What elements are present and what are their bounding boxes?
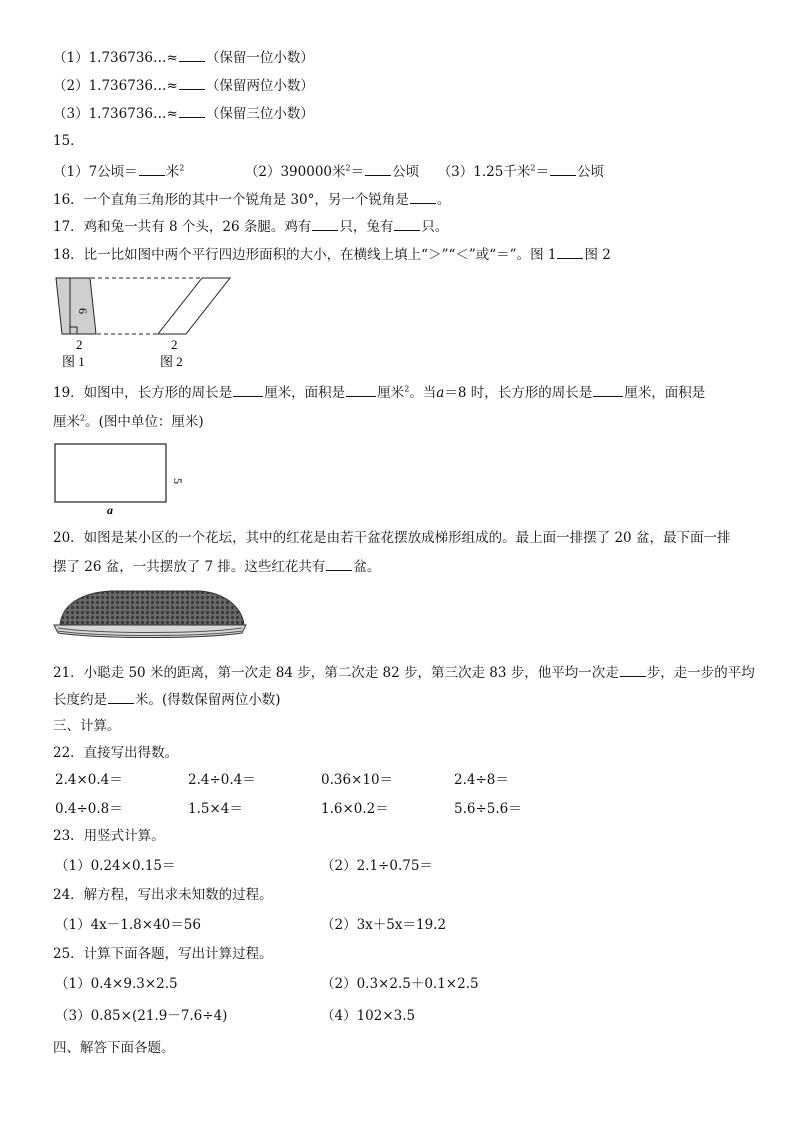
q21-line2: 长度约是 米。(得数保留两位小数) bbox=[53, 692, 281, 708]
answer-blank[interactable] bbox=[233, 383, 263, 397]
q14-part2: （2）1.736736…≈ （保留两位小数） bbox=[53, 78, 314, 94]
answer-blank[interactable] bbox=[139, 162, 165, 176]
answer-blank[interactable] bbox=[312, 217, 338, 231]
q17: 17．鸡和兔一共有 8 个头，26 条腿。鸡有 只，兔有 只。 bbox=[53, 219, 449, 235]
rectangle-figure bbox=[50, 440, 190, 516]
base-label-1: 2 bbox=[76, 337, 83, 352]
answer-blank[interactable] bbox=[557, 245, 583, 259]
flower-bed-image bbox=[50, 585, 250, 645]
q23-part2: （2）2.1÷0.75＝ bbox=[321, 858, 433, 874]
fig1-label: 图 1 bbox=[62, 354, 85, 369]
answer-blank[interactable] bbox=[593, 383, 623, 397]
section-4-heading: 四、解答下面各题。 bbox=[53, 1040, 175, 1056]
q14-part3: （3）1.736736…≈ （保留三位小数） bbox=[53, 106, 314, 122]
q24-part1: （1）4x－1.8×40＝56 bbox=[55, 917, 201, 933]
q23-part1: （1）0.24×0.15＝ bbox=[55, 858, 176, 874]
answer-blank[interactable] bbox=[179, 104, 205, 118]
q19-line1: 19．如图中，长方形的周长是 厘米，面积是 厘米$^2$。当a＝8 时，长方形的周长是 厘米，面积是 bbox=[53, 384, 706, 401]
q22-item: 2.4÷8＝ bbox=[454, 772, 509, 788]
answer-blank[interactable] bbox=[394, 217, 420, 231]
q22-item: 1.5×4＝ bbox=[188, 801, 243, 817]
q24-part2: （2）3x＋5x＝19.2 bbox=[321, 917, 447, 933]
answer-blank[interactable] bbox=[326, 557, 352, 571]
answer-blank[interactable] bbox=[346, 383, 376, 397]
q18: 18．比一比如图中两个平行四边形面积的大小，在横线上填上“＞”“＜”或“＝”。图 1 图 2 bbox=[53, 247, 611, 263]
q25-part4: （4）102×3.5 bbox=[321, 1008, 416, 1024]
parallelogram-figure bbox=[50, 272, 240, 370]
length-label: a bbox=[107, 503, 113, 516]
answer-blank[interactable] bbox=[179, 48, 205, 62]
answer-blank[interactable] bbox=[365, 162, 391, 176]
q16: 16．一个直角三角形的其中一个锐角是 30°，另一个锐角是 。 bbox=[53, 192, 451, 208]
q22-item: 0.4÷0.8＝ bbox=[55, 801, 123, 817]
q23-title: 23．用竖式计算。 bbox=[53, 828, 165, 844]
answer-blank[interactable] bbox=[550, 162, 576, 176]
q19-line2: 厘米$^2$。(图中单位：厘米) bbox=[53, 413, 204, 430]
fig2-label: 图 2 bbox=[160, 354, 183, 369]
base-label-2: 2 bbox=[171, 337, 178, 352]
answer-blank[interactable] bbox=[179, 76, 205, 90]
q22-item: 1.6×0.2＝ bbox=[321, 801, 389, 817]
parallelogram-1 bbox=[56, 278, 96, 334]
q22-item: 0.36×10＝ bbox=[321, 772, 394, 788]
rectangle bbox=[55, 444, 166, 502]
q24-title: 24．解方程，写出求未知数的过程。 bbox=[53, 887, 273, 903]
q21-line1: 21．小聪走 50 米的距离，第一次走 84 步，第二次走 82 步，第三次走 83 步，他平均一次走 步，走一步的平均 bbox=[53, 665, 755, 681]
height-label: 6 bbox=[76, 308, 90, 314]
q22-item: 2.4×0.4＝ bbox=[55, 772, 123, 788]
answer-blank[interactable] bbox=[108, 690, 134, 704]
q22-item: 2.4÷0.4＝ bbox=[188, 772, 256, 788]
section-3-heading: 三、计算。 bbox=[53, 718, 121, 734]
q14-part1: （1）1.736736…≈ （保留一位小数） bbox=[53, 50, 314, 66]
q22-item: 5.6÷5.6＝ bbox=[454, 801, 522, 817]
flower-mound bbox=[60, 591, 244, 625]
q22-title: 22．直接写出得数。 bbox=[53, 745, 179, 761]
answer-blank[interactable] bbox=[620, 663, 646, 677]
q25-part3: （3）0.85×(21.9－7.6÷4) bbox=[55, 1008, 228, 1024]
q25-part1: （1）0.4×9.3×2.5 bbox=[55, 976, 178, 992]
q20-line2: 摆了 26 盆，一共摆放了 7 排。这些红花共有 盆。 bbox=[53, 559, 381, 575]
q25-part2: （2）0.3×2.5＋0.1×2.5 bbox=[321, 976, 479, 992]
q15-number: 15． bbox=[53, 133, 84, 149]
parallelogram-2 bbox=[158, 278, 230, 334]
answer-blank[interactable] bbox=[410, 190, 436, 204]
q15-items: （1）7公顷＝ 米$^2$ （2）390000米$^2$＝ 公顷 （3）1.25千米$^2$＝ 公顷 bbox=[53, 163, 604, 180]
q20-line1: 20．如图是某小区的一个花坛，其中的红花是由若干盆花摆放成梯形组成的。最上面一排摆了 20 盆，最下面一排 bbox=[53, 530, 731, 546]
q25-title: 25．计算下面各题，写出计算过程。 bbox=[53, 946, 273, 962]
width-label: 5 bbox=[171, 478, 185, 484]
